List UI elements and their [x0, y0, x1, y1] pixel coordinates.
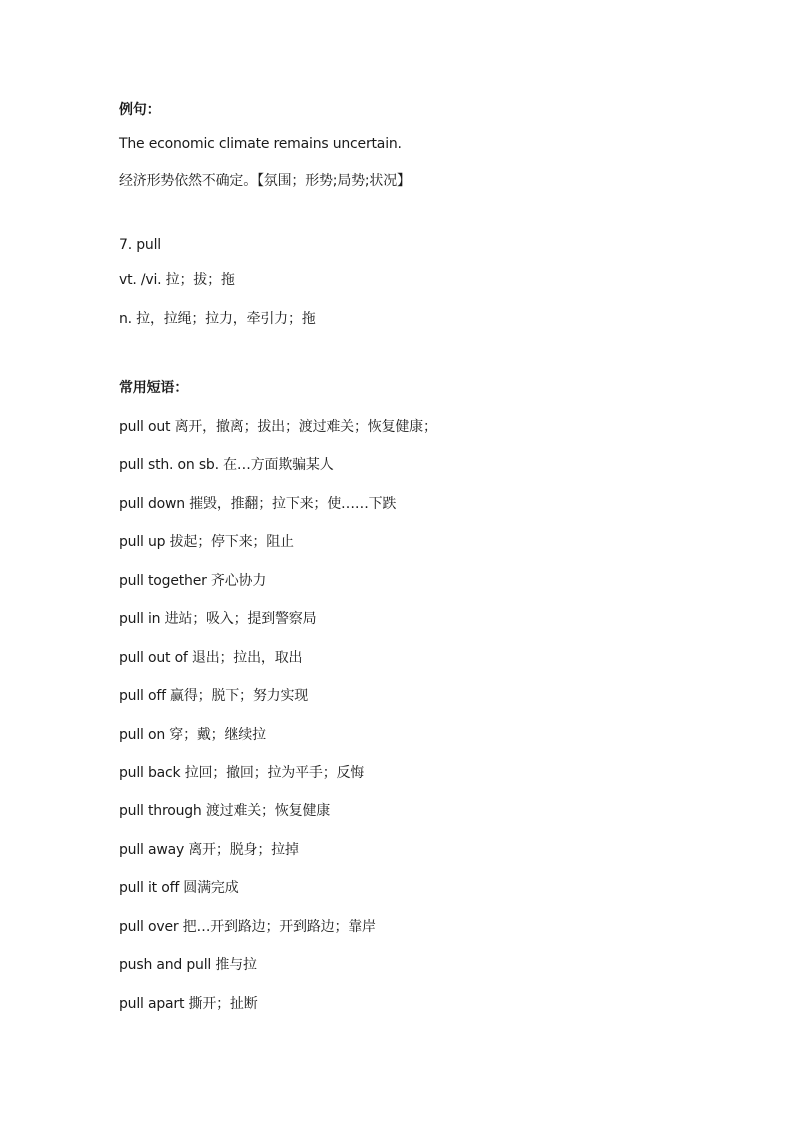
phrase-item: pull down 摧毁，推翻；拉下来；使……下跌	[119, 496, 397, 512]
phrase-item: pull sth. on sb. 在…方面欺骗某人	[119, 457, 334, 473]
phrase-item: pull up 拔起；停下来；阻止	[119, 534, 294, 550]
noun-definition: n. 拉，拉绳；拉力，牵引力；拖	[119, 311, 316, 327]
phrase-item: pull it off 圆满完成	[119, 880, 239, 896]
example-sentence-en: The economic climate remains uncertain.	[119, 136, 402, 152]
phrase-item: pull through 渡过难关；恢复健康	[119, 803, 331, 819]
phrase-item: pull off 赢得；脱下；努力实现	[119, 688, 309, 704]
phrase-item: pull together 齐心协力	[119, 573, 267, 589]
phrase-item: pull on 穿；戴；继续拉	[119, 727, 266, 743]
phrase-item: pull back 拉回；撤回；拉为平手；反悔	[119, 765, 365, 781]
phrase-item: pull out of 退出；拉出，取出	[119, 650, 303, 666]
phrase-item: pull over 把…开到路边；开到路边；靠岸	[119, 919, 376, 935]
phrase-item: pull out 离开，撤离；拔出；渡过难关；恢复健康；	[119, 419, 437, 435]
phrase-item: pull apart 撕开；扯断	[119, 996, 258, 1012]
example-sentence-zh: 经济形势依然不确定。【氛围；形势;局势;状况】	[119, 173, 411, 189]
phrase-item: pull in 进站；吸入；提到警察局	[119, 611, 317, 627]
phrases-heading: 常用短语：	[119, 380, 188, 396]
entry-word: 7. pull	[119, 237, 161, 253]
phrase-item: push and pull 推与拉	[119, 957, 257, 973]
verb-definition: vt. /vi. 拉；拔；拖	[119, 272, 235, 288]
phrase-item: pull away 离开；脱身；拉掉	[119, 842, 299, 858]
example-heading: 例句：	[119, 102, 161, 118]
